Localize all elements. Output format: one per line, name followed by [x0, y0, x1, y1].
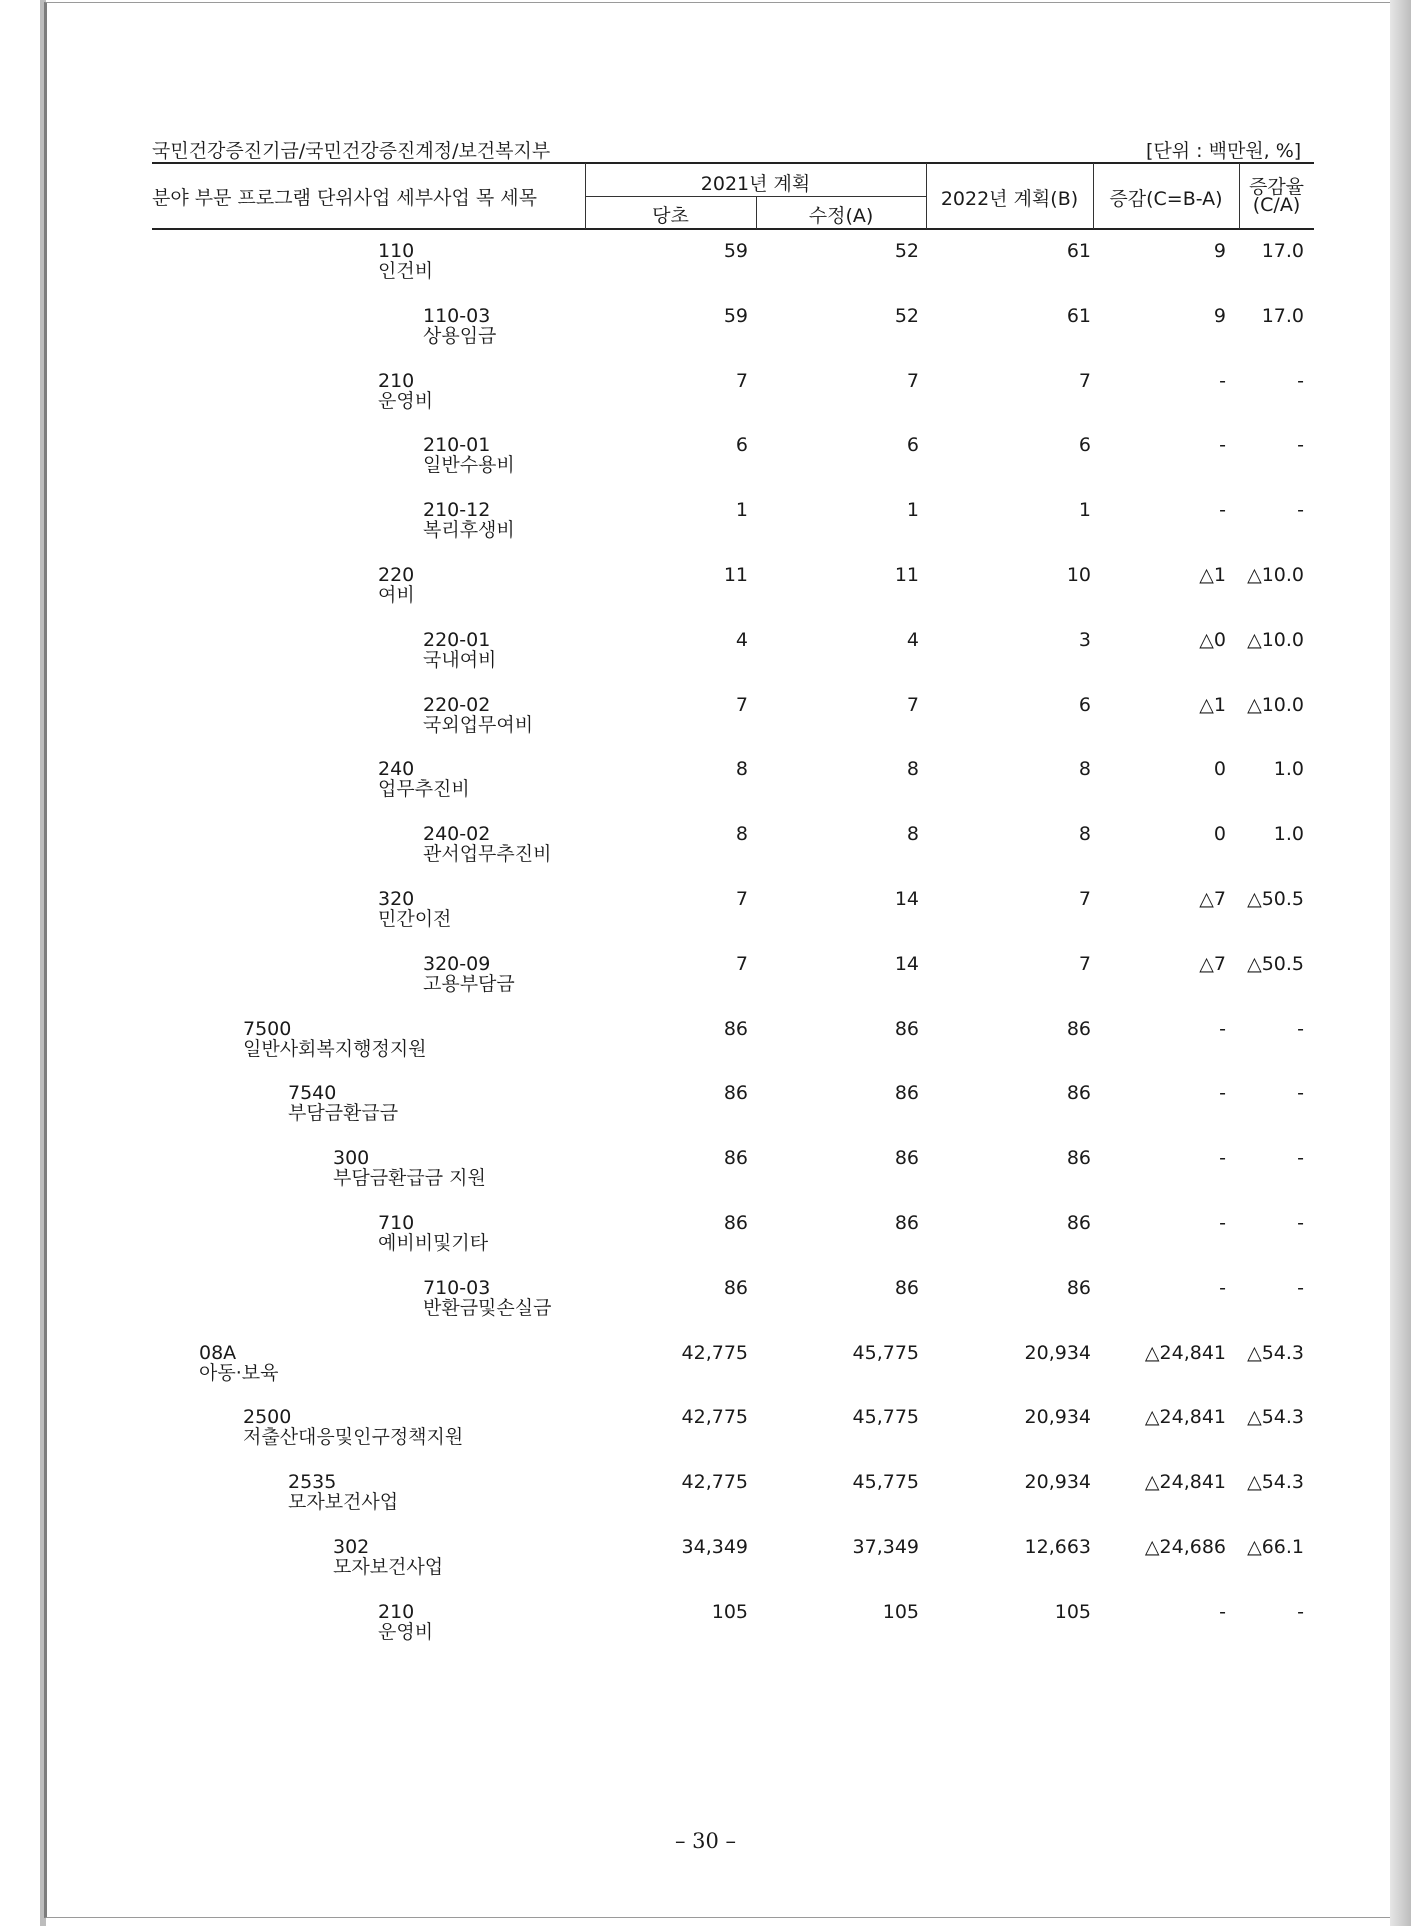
row-name: 아동·보육: [199, 1362, 279, 1384]
document-title: 국민건강증진기금/국민건강증진계정/보건복지부: [152, 140, 551, 162]
cell-original: 86: [723, 1082, 748, 1104]
cell-rate: -: [1297, 1212, 1304, 1234]
page-edge-right: [1390, 0, 1411, 1926]
cell-plan-2022: 8: [1078, 758, 1091, 780]
row-name: 고용부담금: [423, 973, 515, 995]
row-code: 210-01: [423, 434, 491, 456]
cell-revised: 1: [906, 499, 919, 521]
row-code: 110: [378, 240, 415, 262]
cell-rate: -: [1297, 499, 1304, 521]
cell-plan-2022: 61: [1066, 305, 1091, 327]
cell-change: 9: [1213, 240, 1226, 262]
cell-plan-2022: 6: [1078, 694, 1091, 716]
cell-original: 8: [735, 823, 748, 845]
cell-revised: 52: [894, 240, 919, 262]
column-header-rate-unit: (C/A): [1252, 194, 1301, 216]
cell-revised: 45,775: [852, 1342, 919, 1364]
table-row: [152, 371, 1314, 431]
cell-plan-2022: 6: [1078, 434, 1091, 456]
table-header-rule: [152, 228, 1314, 230]
table-top-rule: [152, 162, 1314, 164]
cell-change: -: [1219, 1601, 1226, 1623]
row-code: 240-02: [423, 823, 491, 845]
cell-plan-2022: 7: [1078, 370, 1091, 392]
cell-plan-2022: 86: [1066, 1147, 1091, 1169]
cell-plan-2022: 8: [1078, 823, 1091, 845]
cell-change: △24,686: [1144, 1536, 1226, 1558]
unit-label: [단위 : 백만원, %]: [1146, 140, 1302, 162]
cell-rate: △10.0: [1247, 564, 1304, 586]
cell-rate: 17.0: [1261, 240, 1304, 262]
cell-revised: 105: [882, 1601, 919, 1623]
cell-original: 42,775: [681, 1406, 748, 1428]
cell-rate: △54.3: [1247, 1471, 1304, 1493]
cell-revised: 7: [906, 694, 919, 716]
cell-rate: -: [1297, 1147, 1304, 1169]
cell-rate: △66.1: [1247, 1536, 1304, 1558]
cell-original: 1: [735, 499, 748, 521]
table-row: [152, 435, 1314, 495]
row-code: 302: [333, 1536, 370, 1558]
cell-plan-2022: 105: [1054, 1601, 1091, 1623]
row-name: 운영비: [378, 1621, 434, 1643]
table-row: [152, 824, 1314, 884]
cell-plan-2022: 20,934: [1024, 1342, 1091, 1364]
cell-plan-2022: 20,934: [1024, 1471, 1091, 1493]
cell-change: -: [1219, 1018, 1226, 1040]
column-header-change: 증감(C=B-A): [1109, 188, 1223, 210]
row-code: 2500: [243, 1406, 292, 1428]
cell-change: 0: [1213, 823, 1226, 845]
row-name: 일반사회복지행정지원: [243, 1038, 427, 1060]
cell-change: △24,841: [1144, 1406, 1226, 1428]
row-code: 300: [333, 1147, 370, 1169]
cell-original: 86: [723, 1018, 748, 1040]
row-code: 320-09: [423, 953, 491, 975]
cell-rate: -: [1297, 1082, 1304, 1104]
row-name: 반환금및손실금: [423, 1297, 552, 1319]
cell-change: -: [1219, 434, 1226, 456]
cell-rate: △50.5: [1247, 953, 1304, 975]
cell-plan-2022: 86: [1066, 1018, 1091, 1040]
column-header-plan-2021: 2021년 계획: [700, 173, 811, 195]
row-name: 여비: [378, 584, 415, 606]
cell-original: 59: [723, 240, 748, 262]
table-row: [152, 1278, 1314, 1338]
row-code: 08A: [199, 1342, 237, 1364]
cell-change: -: [1219, 499, 1226, 521]
cell-rate: △10.0: [1247, 694, 1304, 716]
row-name: 관서업무추진비: [423, 843, 552, 865]
cell-original: 105: [711, 1601, 748, 1623]
cell-plan-2022: 7: [1078, 953, 1091, 975]
cell-rate: △50.5: [1247, 888, 1304, 910]
row-code: 220-01: [423, 629, 491, 651]
cell-revised: 52: [894, 305, 919, 327]
cell-plan-2022: 12,663: [1024, 1536, 1091, 1558]
row-code: 210-12: [423, 499, 491, 521]
column-header-category: 분야 부문 프로그램 단위사업 세부사업 목 세목: [152, 187, 537, 209]
cell-original: 59: [723, 305, 748, 327]
row-code: 710: [378, 1212, 415, 1234]
cell-change: △1: [1199, 694, 1226, 716]
row-code: 110-03: [423, 305, 491, 327]
cell-plan-2022: 86: [1066, 1277, 1091, 1299]
table-row: [152, 500, 1314, 560]
cell-original: 86: [723, 1212, 748, 1234]
cell-original: 34,349: [681, 1536, 748, 1558]
row-name: 국외업무여비: [423, 714, 534, 736]
cell-original: 7: [735, 953, 748, 975]
row-name: 저출산대응및인구정책지원: [243, 1426, 464, 1448]
row-code: 7500: [243, 1018, 292, 1040]
cell-plan-2022: 86: [1066, 1212, 1091, 1234]
cell-original: 42,775: [681, 1471, 748, 1493]
cell-revised: 45,775: [852, 1471, 919, 1493]
cell-rate: -: [1297, 1018, 1304, 1040]
cell-plan-2022: 1: [1078, 499, 1091, 521]
cell-change: -: [1219, 1212, 1226, 1234]
row-code: 210: [378, 370, 415, 392]
cell-rate: -: [1297, 1277, 1304, 1299]
row-code: 320: [378, 888, 415, 910]
row-name: 인건비: [378, 260, 434, 282]
cell-revised: 4: [906, 629, 919, 651]
cell-revised: 8: [906, 823, 919, 845]
cell-original: 7: [735, 888, 748, 910]
header-subrule: [585, 196, 926, 197]
row-name: 운영비: [378, 390, 434, 412]
cell-plan-2022: 3: [1078, 629, 1091, 651]
cell-change: -: [1219, 1147, 1226, 1169]
cell-change: -: [1219, 1277, 1226, 1299]
table-row: [152, 1213, 1314, 1273]
cell-rate: △54.3: [1247, 1342, 1304, 1364]
table-row: [152, 1602, 1314, 1662]
row-name: 모자보건사업: [288, 1491, 399, 1513]
cell-original: 86: [723, 1277, 748, 1299]
cell-change: △24,841: [1144, 1342, 1226, 1364]
cell-revised: 37,349: [852, 1536, 919, 1558]
cell-revised: 6: [906, 434, 919, 456]
table-row: [152, 1343, 1314, 1403]
cell-change: △1: [1199, 564, 1226, 586]
cell-revised: 86: [894, 1082, 919, 1104]
cell-rate: △10.0: [1247, 629, 1304, 651]
cell-change: △7: [1199, 888, 1226, 910]
cell-revised: 86: [894, 1277, 919, 1299]
cell-change: -: [1219, 370, 1226, 392]
row-code: 220-02: [423, 694, 491, 716]
row-code: 210: [378, 1601, 415, 1623]
row-code: 2535: [288, 1471, 337, 1493]
row-name: 일반수용비: [423, 454, 515, 476]
table-row: [152, 695, 1314, 755]
cell-change: △0: [1199, 629, 1226, 651]
table-row: [152, 1472, 1314, 1532]
cell-change: △24,841: [1144, 1471, 1226, 1493]
cell-original: 42,775: [681, 1342, 748, 1364]
cell-rate: -: [1297, 1601, 1304, 1623]
cell-original: 7: [735, 370, 748, 392]
row-name: 모자보건사업: [333, 1556, 444, 1578]
cell-rate: -: [1297, 434, 1304, 456]
cell-revised: 86: [894, 1212, 919, 1234]
cell-original: 11: [723, 564, 748, 586]
cell-rate: 17.0: [1261, 305, 1304, 327]
row-code: 220: [378, 564, 415, 586]
row-name: 예비비및기타: [378, 1232, 489, 1254]
row-code: 7540: [288, 1082, 337, 1104]
cell-original: 4: [735, 629, 748, 651]
table-row: [152, 1083, 1314, 1143]
table-row: [152, 241, 1314, 301]
table-row: [152, 1537, 1314, 1597]
table-row: [152, 889, 1314, 949]
cell-revised: 86: [894, 1147, 919, 1169]
cell-original: 86: [723, 1147, 748, 1169]
cell-revised: 45,775: [852, 1406, 919, 1428]
cell-change: 9: [1213, 305, 1226, 327]
cell-revised: 14: [894, 953, 919, 975]
cell-plan-2022: 7: [1078, 888, 1091, 910]
row-name: 상용임금: [423, 325, 497, 347]
cell-plan-2022: 61: [1066, 240, 1091, 262]
cell-plan-2022: 20,934: [1024, 1406, 1091, 1428]
table-row: [152, 954, 1314, 1014]
cell-rate: -: [1297, 370, 1304, 392]
row-name: 부담금환급금 지원: [333, 1167, 486, 1189]
cell-original: 8: [735, 758, 748, 780]
cell-original: 7: [735, 694, 748, 716]
cell-rate: △54.3: [1247, 1406, 1304, 1428]
column-header-original: 당초: [652, 205, 689, 227]
cell-revised: 8: [906, 758, 919, 780]
cell-change: 0: [1213, 758, 1226, 780]
table-row: [152, 1019, 1314, 1079]
column-header-plan-2022: 2022년 계획(B): [940, 188, 1079, 210]
row-name: 민간이전: [378, 908, 452, 930]
cell-revised: 7: [906, 370, 919, 392]
table-row: [152, 565, 1314, 625]
cell-plan-2022: 86: [1066, 1082, 1091, 1104]
cell-revised: 86: [894, 1018, 919, 1040]
cell-original: 6: [735, 434, 748, 456]
row-name: 국내여비: [423, 649, 497, 671]
column-header-revised: 수정(A): [808, 205, 874, 227]
column-header-rate: 증감율: [1248, 176, 1305, 198]
table-row: [152, 1148, 1314, 1208]
row-name: 부담금환급금: [288, 1102, 399, 1124]
cell-change: △7: [1199, 953, 1226, 975]
cell-rate: 1.0: [1273, 758, 1304, 780]
cell-revised: 14: [894, 888, 919, 910]
table-row: [152, 1407, 1314, 1467]
page-number: – 30 –: [674, 1829, 737, 1853]
cell-plan-2022: 10: [1066, 564, 1091, 586]
cell-change: -: [1219, 1082, 1226, 1104]
cell-rate: 1.0: [1273, 823, 1304, 845]
row-name: 업무추진비: [378, 778, 470, 800]
row-code: 710-03: [423, 1277, 491, 1299]
row-name: 복리후생비: [423, 519, 515, 541]
row-code: 240: [378, 758, 415, 780]
table-row: [152, 759, 1314, 819]
table-row: [152, 630, 1314, 690]
table-row: [152, 306, 1314, 366]
cell-revised: 11: [894, 564, 919, 586]
